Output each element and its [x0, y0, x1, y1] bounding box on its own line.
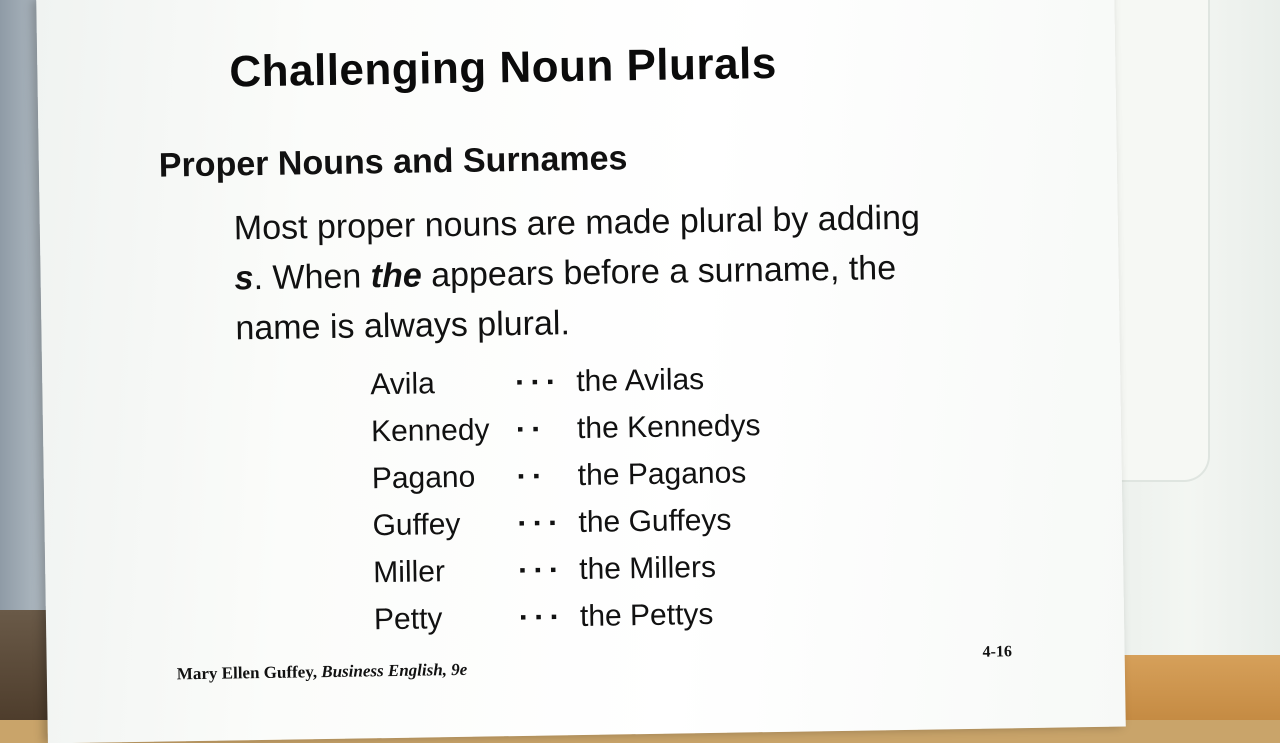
examples-list [370, 354, 834, 643]
bullet-dots-icon: ▪ ▪ ▪ [518, 512, 558, 534]
page-number: 4-16 [982, 643, 1013, 661]
footer-citation [177, 660, 468, 685]
example-name: Guffey [372, 507, 461, 542]
footer-author: Mary Ellen Guffey, [176, 662, 322, 684]
bullet-dots-icon: ▪ ▪ [516, 418, 541, 440]
bullet-dots-icon: ▪ ▪ ▪ [519, 559, 559, 580]
rule-text-2: . When [253, 257, 372, 298]
bullet-dots-icon: ▪ ▪ ▪ [516, 371, 556, 393]
slide-title: Challenging Noun Plurals [229, 38, 778, 97]
example-plural: the Millers [578, 550, 717, 586]
example-name: Pagano [371, 460, 476, 495]
bullet-dots-icon: ▪ ▪ ▪ [519, 606, 560, 627]
rule-text-3: appears before a surname, the name is always plural. [235, 249, 897, 348]
example-plural: the Kennedys [576, 408, 761, 445]
example-plural: the Guffeys [578, 503, 732, 539]
example-plural: the Avilas [576, 362, 705, 398]
paper-sheet [36, 0, 1126, 743]
list-item [371, 448, 832, 502]
example-plural: the Pettys [579, 597, 714, 633]
bullet-dots-icon: ▪ ▪ [517, 465, 542, 487]
example-name: Miller [373, 554, 446, 589]
list-item [372, 495, 833, 549]
list-item [370, 354, 831, 408]
rule-emphasis-s: s [234, 259, 254, 298]
slide-subtitle: Proper Nouns and Surnames [158, 139, 628, 185]
list-item [373, 542, 834, 596]
example-name: Kennedy [370, 412, 490, 448]
list-item [374, 589, 835, 643]
rule-text-1: Most proper nouns are made plural by adding [233, 198, 921, 248]
rule-emphasis-the: the [370, 256, 423, 296]
footer-book-title: Business English, 9e [321, 659, 468, 682]
list-item [371, 401, 832, 455]
example-plural: the Paganos [577, 455, 747, 492]
rule-paragraph [233, 192, 955, 353]
example-name: Avila [370, 366, 436, 401]
example-name: Petty [373, 601, 443, 636]
